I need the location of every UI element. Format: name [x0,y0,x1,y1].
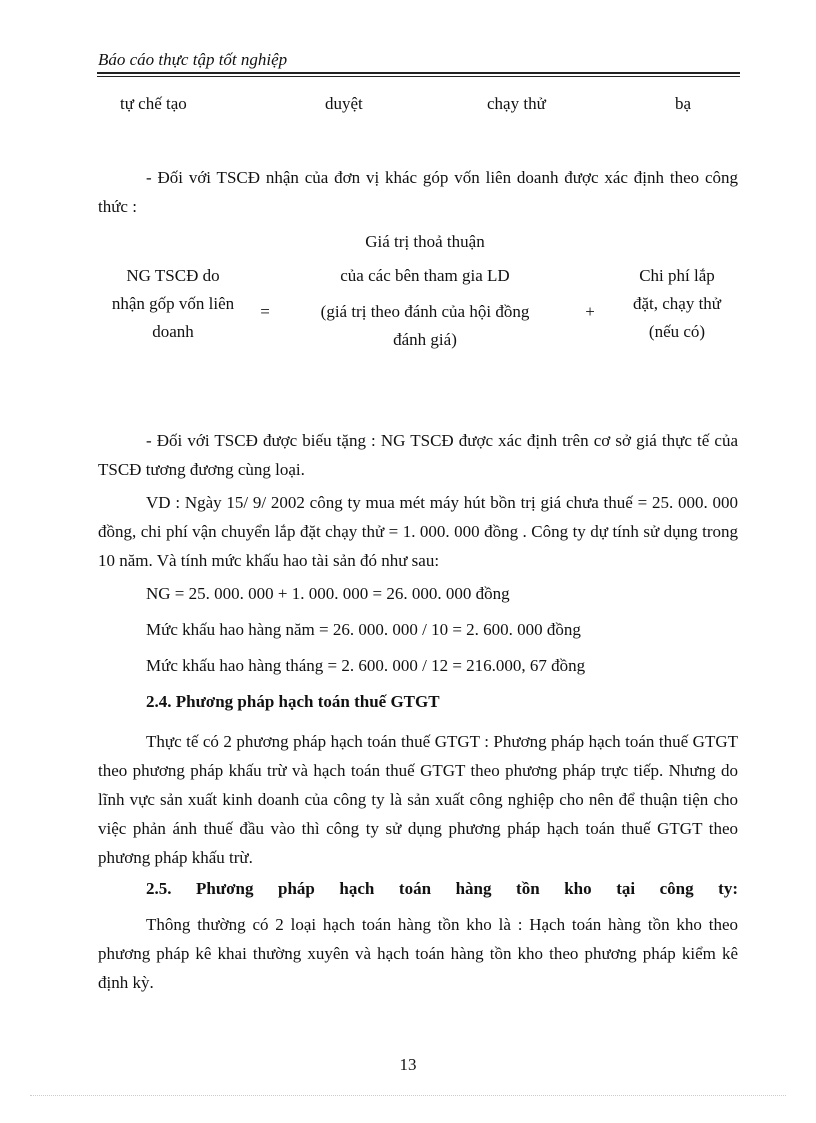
paragraph-contributed-assets: - Đối với TSCĐ nhận của đơn vị khác góp vốn liên doanh được xác định theo công thức : [98,168,738,216]
formula-lhs-line-2: nhận gốp vốn liên [111,294,235,313]
calc-annual-depreciation: Mức khấu hao hàng năm = 26. 000. 000 / 10 = 2. 600. 000 đồng [146,620,581,639]
cont-cell-1: tự chế tạo [120,94,187,113]
calc-original-cost: NG = 25. 000. 000 + 1. 000. 000 = 26. 000. 000 đồng [146,584,510,603]
formula-rhs-line-1: Giá trị thoả thuận [365,232,485,251]
page-number: 13 [399,1055,417,1074]
formula-rhs-line-2: của các bên tham gia LD [340,266,510,285]
header-rule-thin [97,76,740,77]
section-heading-inventory: 2.5. Phương pháp hạch toán hàng tồn kho tại công ty: [146,879,738,898]
formula-rhs-line-4: đánh giá) [393,330,457,349]
formula-lhs-line-1: NG TSCĐ do [126,266,220,285]
cont-cell-2: duyệt [325,94,363,113]
formula-rhs-line-3: (giá trị theo đánh của hội đồng [320,302,530,321]
cont-cell-3: chạy thử [487,94,546,113]
formula-extra-line-1: Chi phí lắp [639,266,715,285]
formula-plus: + [585,302,595,321]
footer-divider [30,1095,786,1096]
paragraph-donated-assets: - Đối với TSCĐ được biếu tặng : NG TSCĐ được xác định trên cơ sở giá thực tế của TSCĐ tương đương cùng loại. [98,431,738,479]
paragraph-vat: Thực tế có 2 phương pháp hạch toán thuế GTGT : Phương pháp hạch toán thuế GTGT theo phương pháp khấu trừ và hạch toán thuế GTGT theo phương pháp trực tiếp. Nhưng do lĩnh vực sản xuất kinh doanh của công ty là sản xuất công nghiệp cho nên để thuận tiện cho việc phản ánh thuế đầu vào thì công ty sử dụng phương pháp hạch toán thuế GTGT theo phương pháp khấu trừ. [98,732,738,867]
running-header: Báo cáo thực tập tốt nghiệp [98,50,288,69]
formula-extra-line-2: đặt, chạy thử [632,294,722,313]
section-heading-vat: 2.4. Phương pháp hạch toán thuế GTGT [146,692,440,711]
formula-extra-line-3: (nếu có) [648,322,706,341]
header-rule [97,72,740,74]
formula-equals: = [260,302,270,321]
paragraph-example: VD : Ngày 15/ 9/ 2002 công ty mua mét máy hút bồn trị giá chưa thuế = 25. 000. 000 đồng, chi phí vận chuyển lắp đặt chạy thử = 1. 000. 000 đồng . Công ty dự tính sử dụng trong 10 năm. Và tính mức khấu hao tài sản đó như sau: [98,493,738,570]
calc-monthly-depreciation: Mức khấu hao hàng tháng = 2. 600. 000 / 12 = 216.000, 67 đồng [146,656,586,675]
formula-lhs-line-3: doanh [152,322,194,341]
paragraph-inventory: Thông thường có 2 loại hạch toán hàng tồn kho là : Hạch toán hàng tồn kho theo phương pháp kê khai thường xuyên và hạch toán hàng tồn kho theo phương pháp kiểm kê định kỳ. [98,915,738,992]
cont-cell-4: bạ [675,94,692,113]
